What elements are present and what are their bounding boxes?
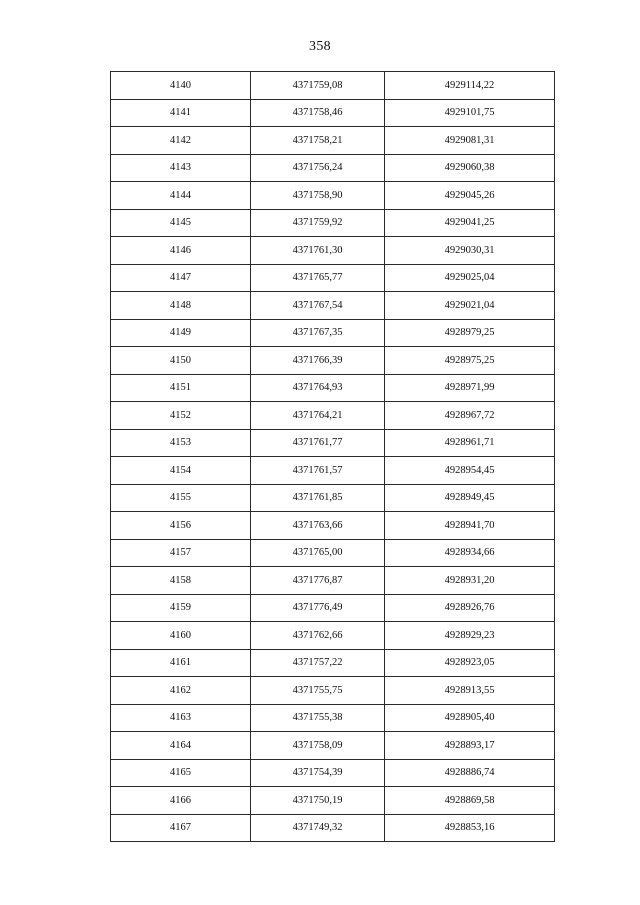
point-number-cell: 4141 xyxy=(111,99,251,127)
x-coordinate-cell: 4371764,21 xyxy=(251,402,385,430)
y-coordinate-cell: 4928929,23 xyxy=(385,622,555,650)
y-coordinate-cell: 4928979,25 xyxy=(385,319,555,347)
x-coordinate-cell: 4371761,85 xyxy=(251,484,385,512)
point-number-cell: 4156 xyxy=(111,512,251,540)
table-row xyxy=(111,182,555,210)
point-number-cell: 4160 xyxy=(111,622,251,650)
point-number-cell: 4149 xyxy=(111,319,251,347)
point-number-cell: 4140 xyxy=(111,72,251,100)
x-coordinate-cell: 4371758,90 xyxy=(251,182,385,210)
table-row xyxy=(111,347,555,375)
point-number-cell: 4162 xyxy=(111,677,251,705)
y-coordinate-cell: 4928905,40 xyxy=(385,704,555,732)
table-row xyxy=(111,457,555,485)
y-coordinate-cell: 4929021,04 xyxy=(385,292,555,320)
x-coordinate-cell: 4371749,32 xyxy=(251,814,385,842)
coordinates-table xyxy=(110,71,555,842)
x-coordinate-cell: 4371755,75 xyxy=(251,677,385,705)
x-coordinate-cell: 4371756,24 xyxy=(251,154,385,182)
table-row xyxy=(111,759,555,787)
page-number: 358 xyxy=(309,39,331,54)
point-number-cell: 4165 xyxy=(111,759,251,787)
point-number-cell: 4164 xyxy=(111,732,251,760)
point-number-cell: 4166 xyxy=(111,787,251,815)
y-coordinate-cell: 4928853,16 xyxy=(385,814,555,842)
point-number-cell: 4143 xyxy=(111,154,251,182)
table-row xyxy=(111,154,555,182)
x-coordinate-cell: 4371750,19 xyxy=(251,787,385,815)
x-coordinate-cell: 4371758,46 xyxy=(251,99,385,127)
point-number-cell: 4148 xyxy=(111,292,251,320)
x-coordinate-cell: 4371776,87 xyxy=(251,567,385,595)
x-coordinate-cell: 4371767,54 xyxy=(251,292,385,320)
point-number-cell: 4150 xyxy=(111,347,251,375)
x-coordinate-cell: 4371759,92 xyxy=(251,209,385,237)
y-coordinate-cell: 4929101,75 xyxy=(385,99,555,127)
y-coordinate-cell: 4929030,31 xyxy=(385,237,555,265)
table-row xyxy=(111,319,555,347)
point-number-cell: 4144 xyxy=(111,182,251,210)
y-coordinate-cell: 4929045,26 xyxy=(385,182,555,210)
table-row xyxy=(111,512,555,540)
table-row xyxy=(111,787,555,815)
table-body xyxy=(111,72,555,842)
point-number-cell: 4147 xyxy=(111,264,251,292)
point-number-cell: 4167 xyxy=(111,814,251,842)
x-coordinate-cell: 4371761,57 xyxy=(251,457,385,485)
y-coordinate-cell: 4929041,25 xyxy=(385,209,555,237)
x-coordinate-cell: 4371757,22 xyxy=(251,649,385,677)
x-coordinate-cell: 4371767,35 xyxy=(251,319,385,347)
x-coordinate-cell: 4371759,08 xyxy=(251,72,385,100)
x-coordinate-cell: 4371762,66 xyxy=(251,622,385,650)
point-number-cell: 4151 xyxy=(111,374,251,402)
y-coordinate-cell: 4928923,05 xyxy=(385,649,555,677)
point-number-cell: 4146 xyxy=(111,237,251,265)
y-coordinate-cell: 4928926,76 xyxy=(385,594,555,622)
x-coordinate-cell: 4371761,77 xyxy=(251,429,385,457)
point-number-cell: 4159 xyxy=(111,594,251,622)
table-row xyxy=(111,429,555,457)
table-row xyxy=(111,484,555,512)
x-coordinate-cell: 4371765,00 xyxy=(251,539,385,567)
table-row xyxy=(111,264,555,292)
point-number-cell: 4145 xyxy=(111,209,251,237)
y-coordinate-cell: 4929060,38 xyxy=(385,154,555,182)
table-row xyxy=(111,539,555,567)
y-coordinate-cell: 4928971,99 xyxy=(385,374,555,402)
point-number-cell: 4142 xyxy=(111,127,251,155)
x-coordinate-cell: 4371776,49 xyxy=(251,594,385,622)
y-coordinate-cell: 4929081,31 xyxy=(385,127,555,155)
y-coordinate-cell: 4928869,58 xyxy=(385,787,555,815)
x-coordinate-cell: 4371766,39 xyxy=(251,347,385,375)
table-row xyxy=(111,704,555,732)
point-number-cell: 4157 xyxy=(111,539,251,567)
x-coordinate-cell: 4371764,93 xyxy=(251,374,385,402)
x-coordinate-cell: 4371758,21 xyxy=(251,127,385,155)
y-coordinate-cell: 4928961,71 xyxy=(385,429,555,457)
point-number-cell: 4161 xyxy=(111,649,251,677)
table-row xyxy=(111,402,555,430)
point-number-cell: 4163 xyxy=(111,704,251,732)
point-number-cell: 4152 xyxy=(111,402,251,430)
x-coordinate-cell: 4371765,77 xyxy=(251,264,385,292)
table-row xyxy=(111,567,555,595)
y-coordinate-cell: 4928967,72 xyxy=(385,402,555,430)
table-row xyxy=(111,72,555,100)
table-row xyxy=(111,99,555,127)
y-coordinate-cell: 4928934,66 xyxy=(385,539,555,567)
y-coordinate-cell: 4928949,45 xyxy=(385,484,555,512)
x-coordinate-cell: 4371755,38 xyxy=(251,704,385,732)
point-number-cell: 4155 xyxy=(111,484,251,512)
point-number-cell: 4153 xyxy=(111,429,251,457)
x-coordinate-cell: 4371761,30 xyxy=(251,237,385,265)
point-number-cell: 4154 xyxy=(111,457,251,485)
y-coordinate-cell: 4928893,17 xyxy=(385,732,555,760)
y-coordinate-cell: 4928886,74 xyxy=(385,759,555,787)
y-coordinate-cell: 4928913,55 xyxy=(385,677,555,705)
y-coordinate-cell: 4929114,22 xyxy=(385,72,555,100)
table-row xyxy=(111,209,555,237)
table-row xyxy=(111,732,555,760)
y-coordinate-cell: 4929025,04 xyxy=(385,264,555,292)
table-row xyxy=(111,594,555,622)
table-row xyxy=(111,374,555,402)
table-row xyxy=(111,237,555,265)
y-coordinate-cell: 4928931,20 xyxy=(385,567,555,595)
table-row xyxy=(111,622,555,650)
y-coordinate-cell: 4928941,70 xyxy=(385,512,555,540)
point-number-cell: 4158 xyxy=(111,567,251,595)
x-coordinate-cell: 4371763,66 xyxy=(251,512,385,540)
x-coordinate-cell: 4371758,09 xyxy=(251,732,385,760)
y-coordinate-cell: 4928954,45 xyxy=(385,457,555,485)
table-row xyxy=(111,127,555,155)
table-row xyxy=(111,677,555,705)
x-coordinate-cell: 4371754,39 xyxy=(251,759,385,787)
table-row xyxy=(111,814,555,842)
table-row xyxy=(111,649,555,677)
y-coordinate-cell: 4928975,25 xyxy=(385,347,555,375)
table-row xyxy=(111,292,555,320)
